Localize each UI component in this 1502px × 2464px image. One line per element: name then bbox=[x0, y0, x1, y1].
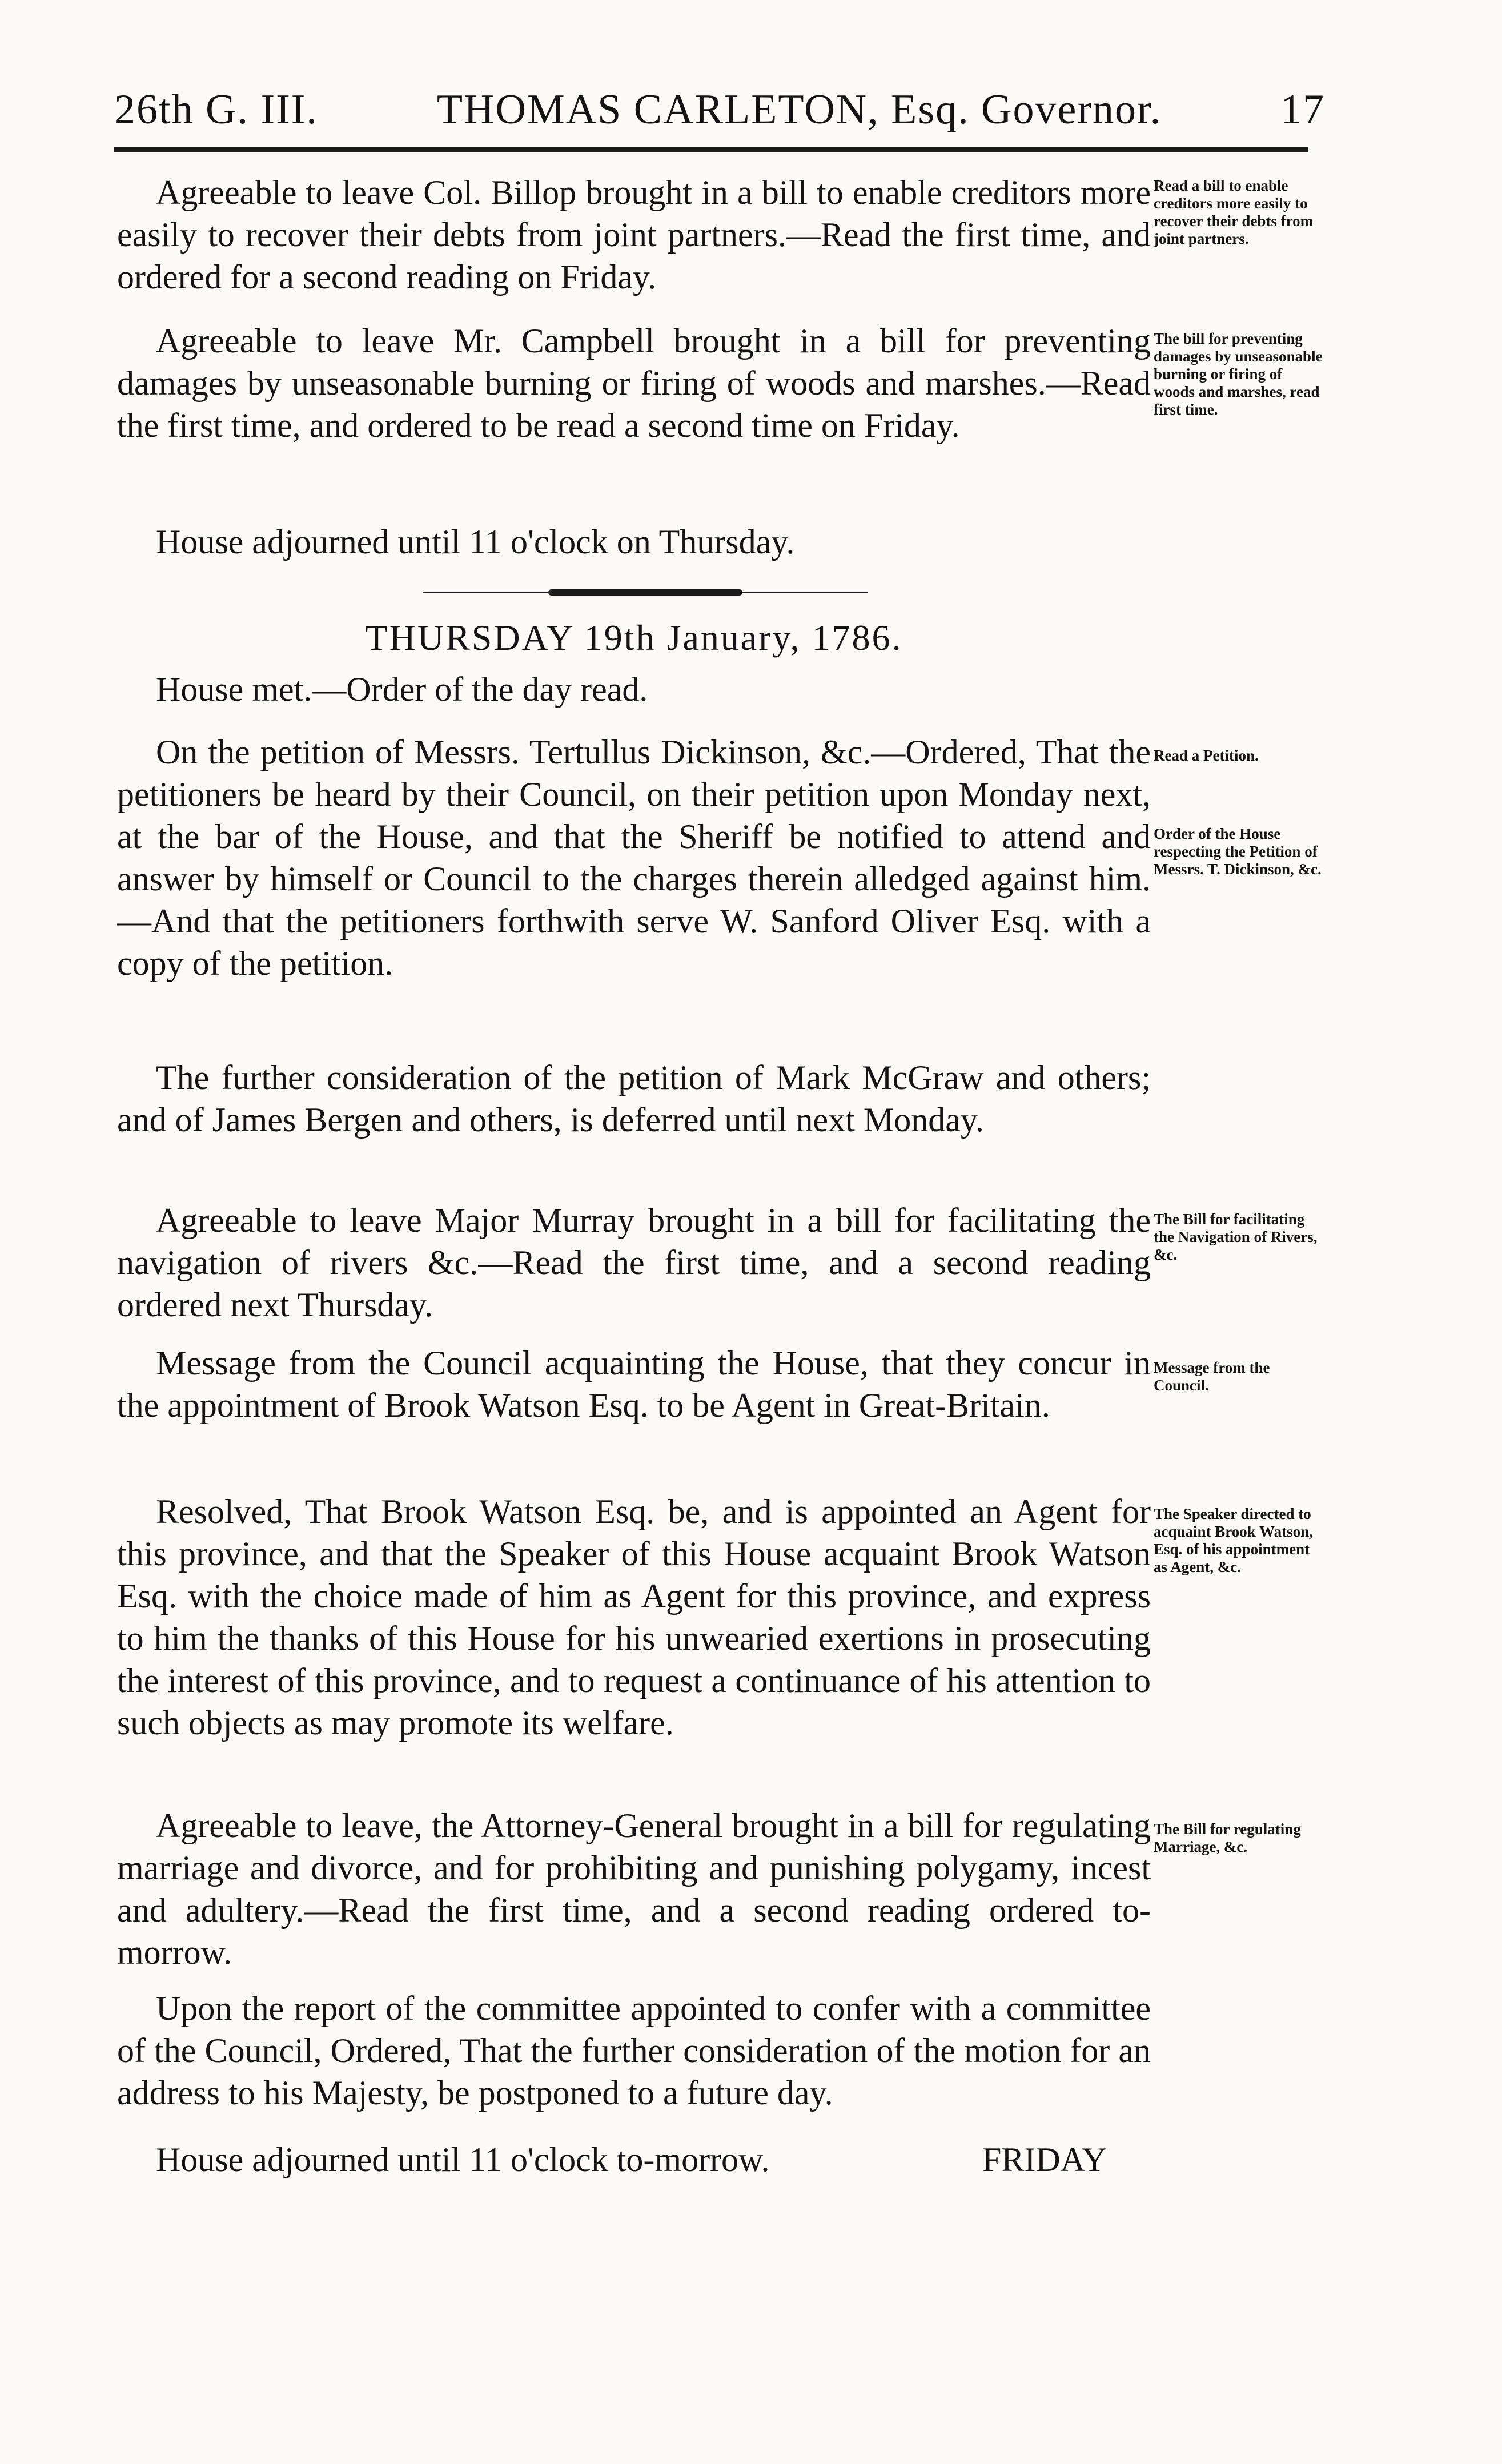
marginal-note: Message from the Council. bbox=[1154, 1359, 1270, 1394]
regnal-year: 26th G. III. bbox=[114, 86, 318, 133]
paragraph: House adjourned until 11 o'clock to-morrow. bbox=[156, 2141, 770, 2178]
section-heading: THURSDAY 19th January, 1786. bbox=[365, 617, 903, 658]
paragraph: On the petition of Messrs. Tertullus Dickinson, &c.—Ordered, That the petitioners be heard by their Council, on their petition upon Monday next, at the bar of the House, and that the Sheriff be notified to attend and answer by himself or Council to the charges therein alledged against him.—And that the petitioners forthwith serve W. Sanford Oliver Esq. with a copy of the petition. bbox=[117, 733, 1151, 982]
marginal-note: The bill for preventing damages by unseasonable burning or firing of woods and marshes, read first time. bbox=[1154, 330, 1323, 418]
paragraph: Resolved, That Brook Watson Esq. be, and is appointed an Agent for this province, and that the Speaker of this House acquaint Brook Watson Esq. with the choice made of him as Agent for this province, and express to him the thanks of this House for his unwearied exertions in prosecuting the interest of this province, and to request a continuance of his attention to such objects as may promote its welfare. bbox=[117, 1493, 1151, 1742]
paragraph: Agreeable to leave Col. Billop brought in a bill to enable creditors more easily to recover their debts from joint partners.—Read the first time, and ordered for a second reading on Friday. bbox=[117, 174, 1151, 296]
paragraph: The further consideration of the petition of Mark McGraw and others; and of James Bergen and others, is deferred until next Monday. bbox=[117, 1059, 1151, 1139]
running-header bbox=[114, 86, 1325, 134]
paragraph: House adjourned until 11 o'clock on Thursday. bbox=[156, 523, 795, 561]
marginal-note: The Bill for facilitating the Navigation of Rivers, &c. bbox=[1154, 1211, 1318, 1263]
section-divider bbox=[423, 588, 868, 596]
paragraph: Agreeable to leave, the Attorney-General brought in a bill for regulating marriage and divorce, and for prohibiting and punishing polygamy, incest and adultery.—Read the first time, and a second reading ordered to-morrow. bbox=[117, 1807, 1151, 1971]
marginal-note: The Speaker directed to acquaint Brook Watson, Esq. of his appointment as Agent, &c. bbox=[1154, 1505, 1313, 1575]
paragraph: Agreeable to leave Mr. Campbell brought in a bill for preventing damages by unseasonable burning or firing of woods and marshes.—Read the first time, and ordered to be read a second time on Friday. bbox=[117, 322, 1151, 444]
paragraph: Upon the report of the committee appointed to confer with a committee of the Council, Ordered, That the further consideration of the motion for an address to his Majesty, be postponed to a future day. bbox=[117, 1989, 1151, 2112]
marginal-note: Read a Petition. bbox=[1154, 747, 1259, 764]
header-rule bbox=[114, 147, 1308, 152]
paragraph: Agreeable to leave Major Murray brought in a bill for facilitating the navigation of rivers &c.—Read the first time, and a second reading ordered next Thursday. bbox=[117, 1201, 1151, 1324]
marginal-note: The Bill for regulating Marriage, &c. bbox=[1154, 1820, 1301, 1855]
catchword: FRIDAY bbox=[982, 2141, 1107, 2178]
paragraph: House met.—Order of the day read. bbox=[156, 670, 648, 708]
marginal-note: Read a bill to enable creditors more easily to recover their debts from joint partners. bbox=[1154, 177, 1314, 247]
marginal-note: Order of the House respecting the Petition of Messrs. T. Dickinson, &c. bbox=[1154, 825, 1322, 878]
header-title: THOMAS CARLETON, Esq. Governor. bbox=[436, 86, 1162, 133]
page-number: 17 bbox=[1280, 86, 1325, 133]
paragraph: Message from the Council acquainting the House, that they concur in the appointment of Brook Watson Esq. to be Agent in Great-Britain. bbox=[117, 1344, 1151, 1424]
